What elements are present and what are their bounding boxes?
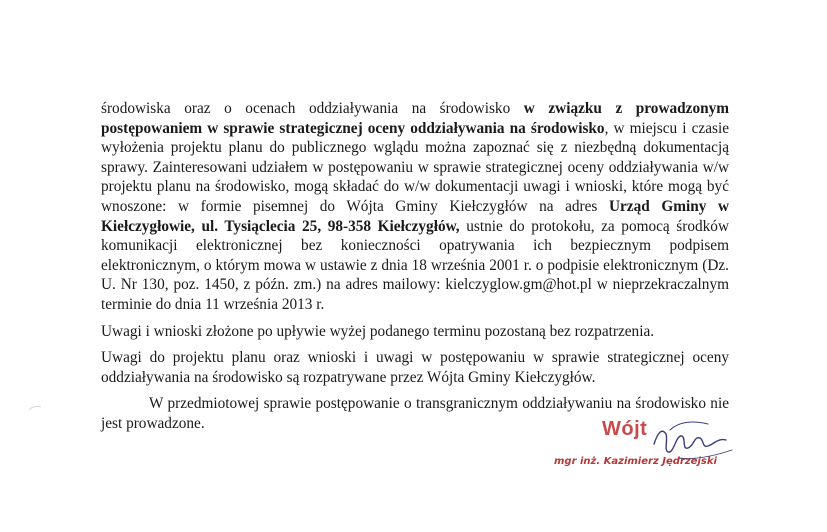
stamp-title: Wójt xyxy=(602,418,648,440)
text-segment: Uwagi do projektu planu oraz wnioski i uwagi w postępowaniu w sprawie strategicznej oceny oddziaływania na środowisko są rozpatrywane przez Wójta Gminy Kiełczygłów. xyxy=(101,349,729,386)
text-segment: środowiska oraz o ocenach oddziaływania na środowisko xyxy=(101,100,524,117)
paragraph xyxy=(101,348,729,387)
paragraph xyxy=(101,99,729,315)
stamp-name: mgr inż. Kazimierz Jędrzejski xyxy=(554,456,717,467)
text-segment: , w miejscu i czasie wyłożenia projektu planu do publicznego wglądu można zapoznać się z niezbędną dokumentacją sprawy. Zainteresowani udziałem w postępowaniu w sprawie strategicznej oceny oddziaływania w/w projektu planu na środowisko, mogą składać do w/w dokumentacji uwagi i wnioski, które mogą być wnoszone: w formie pisemnej do Wójta Gminy Kiełczygłów na adres xyxy=(101,119,729,215)
text-segment: Uwagi i wnioski złożone po upływie wyżej podanego terminu pozostaną bez rozpatrzenia. xyxy=(101,322,655,340)
official-stamp xyxy=(548,414,738,484)
text-segment: W przedmiotowej sprawie postępowanie o transgranicznym oddziaływaniu na środowisko nie jest prowadzone. xyxy=(101,395,729,432)
address-bold: Urząd Gminy w Kiełczygłowie, ul. Tysiąclecia 25, 98-358 Kiełczygłów, xyxy=(101,197,729,235)
text-segment: ustnie do protokołu, za pomocą środków komunikacji elektronicznej bez konieczności opatrywania ich bezpiecznym podpisem elektronicznym, o którym mowa w ustawie z dnia 18 września 2001 r. o podpisie elektronicznym (Dz. U. Nr 130, poz. 1450, z późn. zm.) na adres mailowy: kielczyglow.gm@hot.pl w nieprzekraczalnym terminie do dnia 11 września 2013 r. xyxy=(101,217,729,313)
document-body xyxy=(101,99,729,434)
text-segment-bold: w związku z prowadzonym postępowaniem w sprawie strategicznej oceny oddziaływania na środowisko xyxy=(101,100,729,137)
paragraph xyxy=(101,322,729,342)
scan-mark-icon xyxy=(28,404,42,412)
